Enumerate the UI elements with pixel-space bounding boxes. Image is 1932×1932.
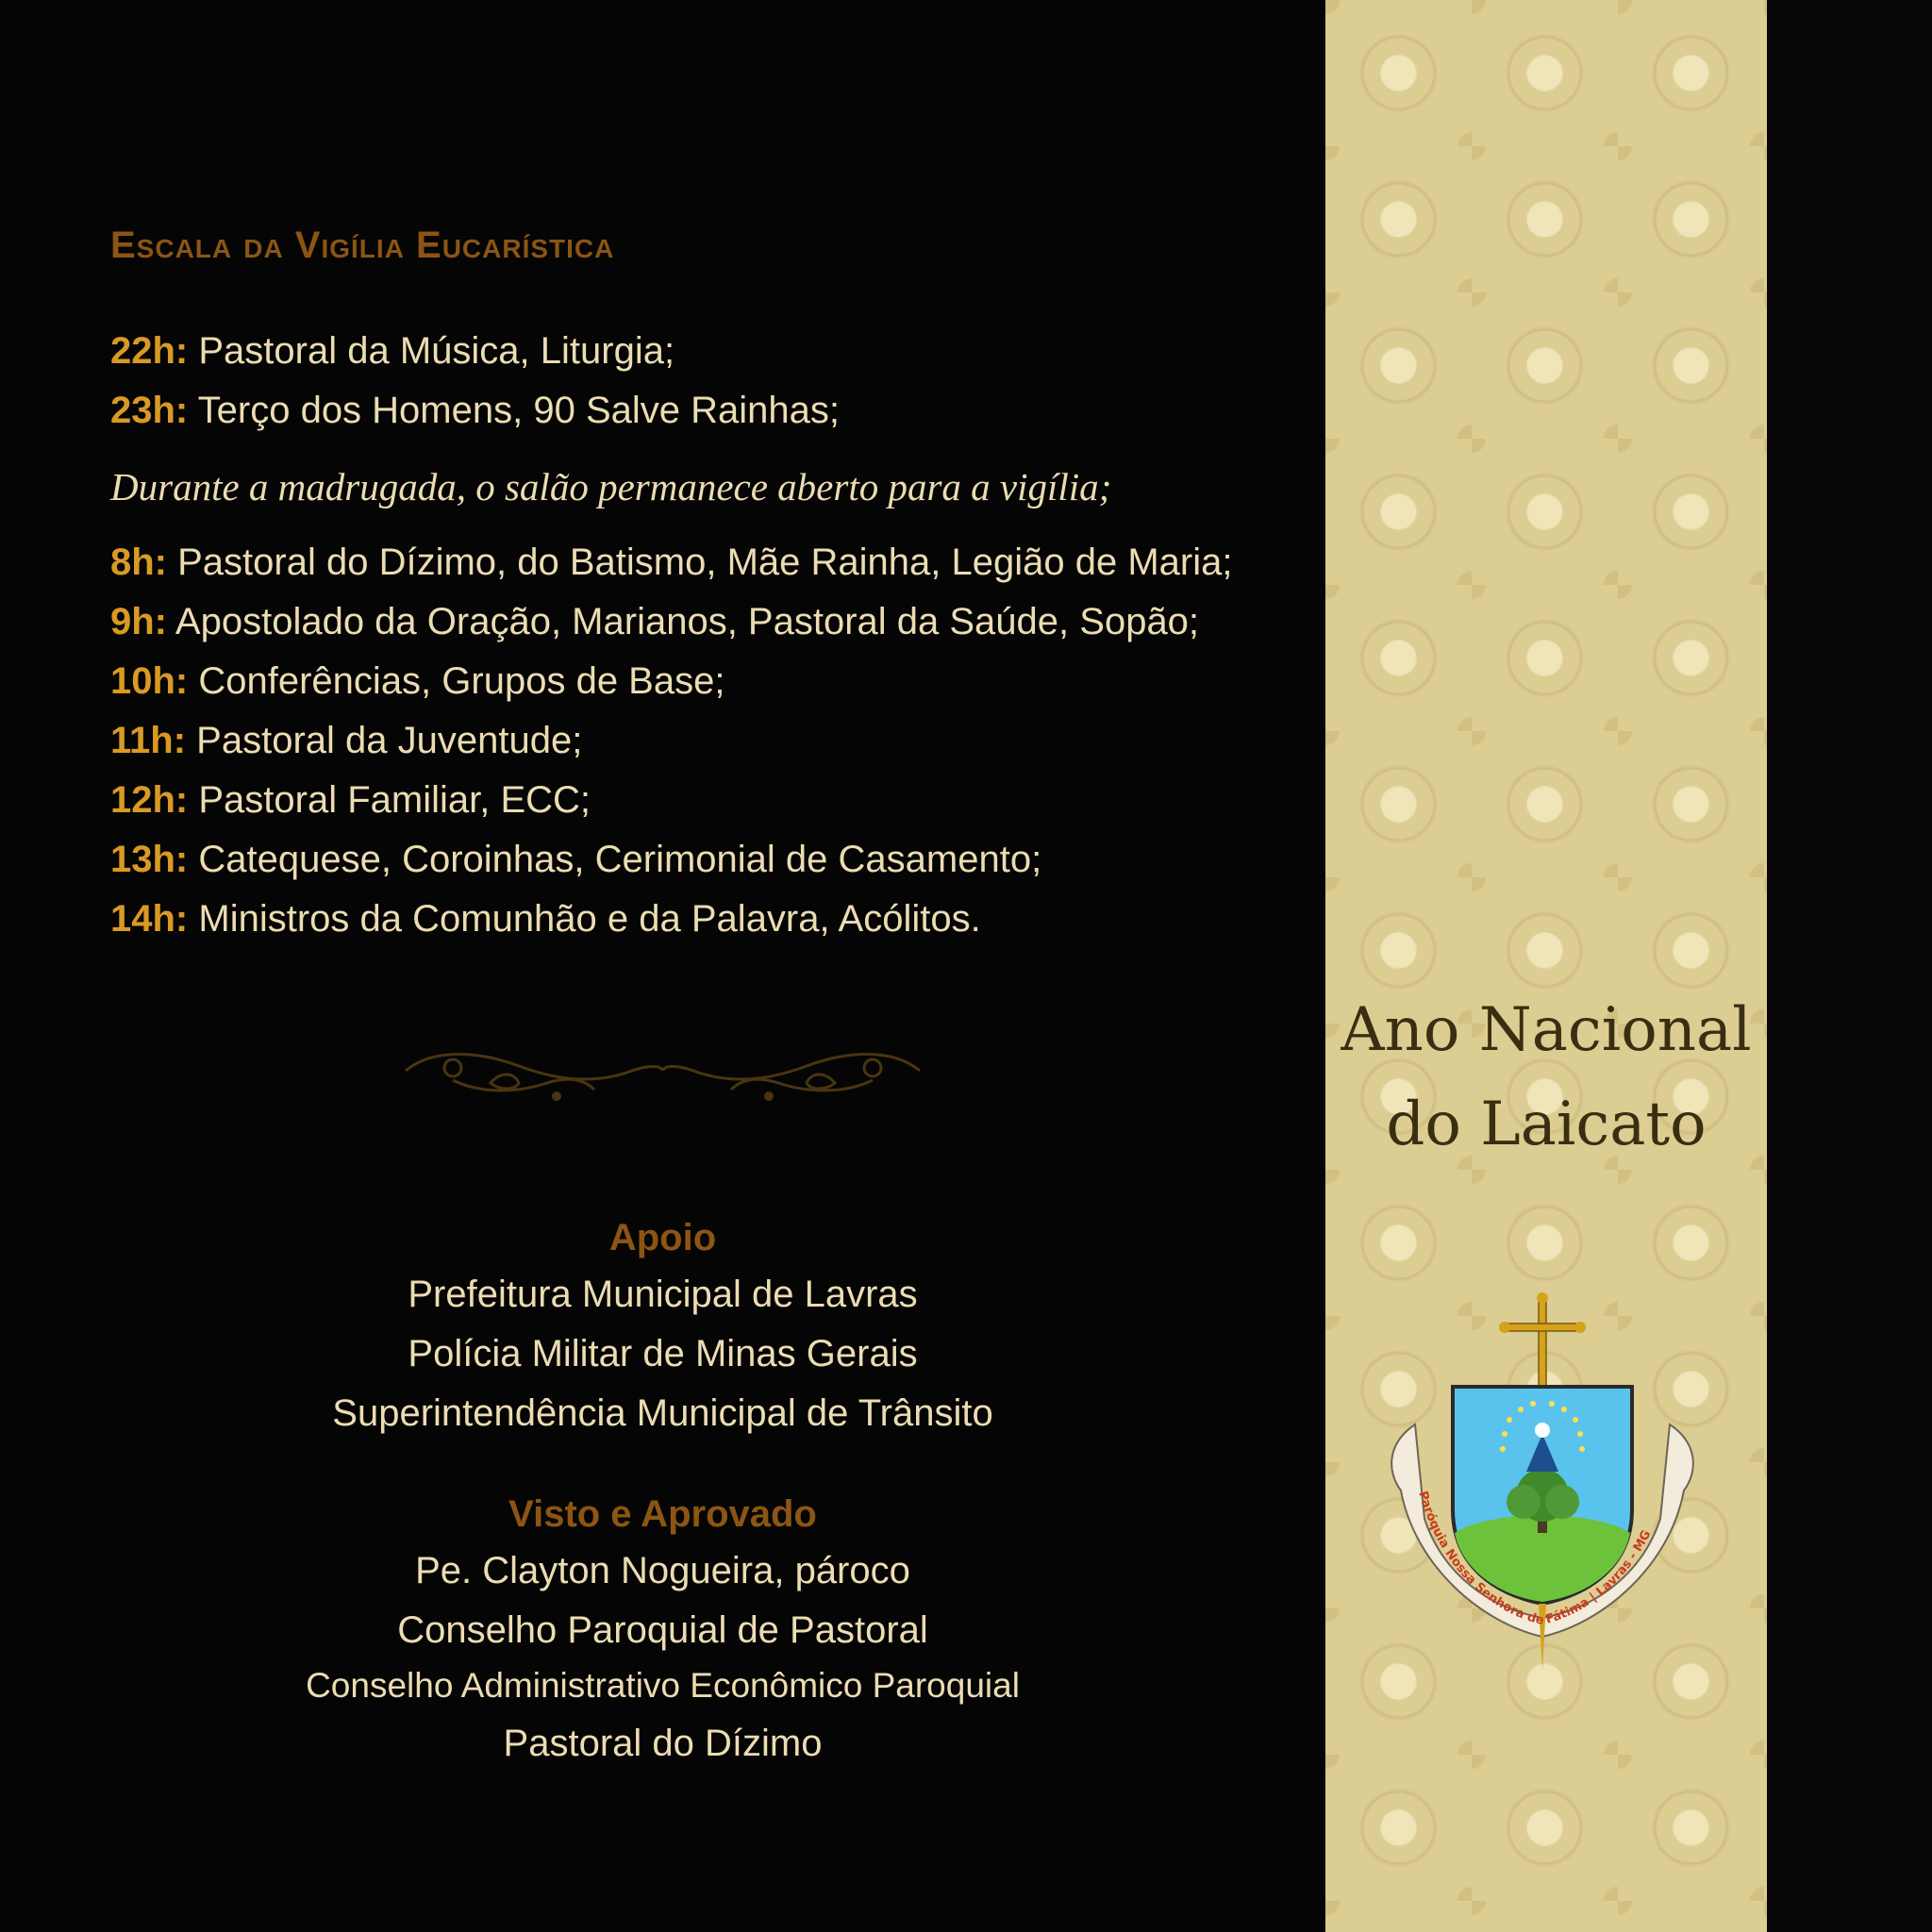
crest-ribbon-text: Paróquia Nossa Senhora de Fátima | Lavras - MG xyxy=(1415,1489,1655,1629)
schedule-text: Terço dos Homens, 90 Salve Rainhas; xyxy=(197,390,840,431)
support-heading: Apoio xyxy=(608,1217,717,1258)
parish-crest-icon xyxy=(1377,1292,1707,1689)
schedule-row xyxy=(110,391,840,429)
vigil-note: Durante a madrugada, o salão permanece aberto para a vigília; xyxy=(110,465,1112,508)
schedule-time: 11h: xyxy=(110,720,187,761)
schedule-time: 12h: xyxy=(110,779,189,821)
schedule-row xyxy=(110,603,1199,641)
panel-title-line: do Laicato xyxy=(1386,1090,1707,1159)
schedule-time: 14h: xyxy=(110,898,189,940)
schedule-text: Apostolado da Oração, Marianos, Pastoral da Saúde, Sopão; xyxy=(175,601,1200,642)
panel-title-line: Ano Nacional xyxy=(1341,995,1752,1065)
approval-section xyxy=(0,1493,1325,1782)
schedule-row xyxy=(110,841,1041,878)
schedule-row xyxy=(110,781,591,819)
schedule-text: Pastoral Familiar, ECC; xyxy=(198,779,591,821)
schedule-text: Pastoral da Juventude; xyxy=(196,720,583,761)
support-section xyxy=(0,1217,1325,1452)
schedule-text: Ministros da Comunhão e da Palavra, Acólitos. xyxy=(198,898,981,940)
support-line: Superintendência Municipal de Trânsito xyxy=(332,1392,993,1434)
schedule-time: 10h: xyxy=(110,660,189,702)
schedule-time: 8h: xyxy=(110,541,167,583)
approval-line: Conselho Administrativo Econômico Paroquial xyxy=(306,1666,1020,1705)
schedule-row xyxy=(110,543,1232,581)
schedule-text: Pastoral da Música, Liturgia; xyxy=(198,330,675,372)
schedule-time: 13h: xyxy=(110,839,189,880)
approval-line: Pe. Clayton Nogueira, pároco xyxy=(415,1550,910,1591)
schedule-row xyxy=(110,900,981,938)
schedule-text: Conferências, Grupos de Base; xyxy=(198,660,725,702)
approval-heading: Visto e Aprovado xyxy=(508,1493,817,1535)
schedule-time: 23h: xyxy=(110,390,189,431)
page-title: Escala da Vigília Eucarística xyxy=(110,225,615,266)
schedule-text: Catequese, Coroinhas, Cerimonial de Casamento; xyxy=(198,839,1042,880)
schedule-row xyxy=(110,332,675,370)
right-border xyxy=(1767,0,1932,1932)
support-line: Polícia Militar de Minas Gerais xyxy=(408,1333,918,1374)
support-line: Prefeitura Municipal de Lavras xyxy=(408,1274,918,1315)
schedule-row xyxy=(110,722,582,759)
schedule-time: 9h: xyxy=(110,601,167,642)
approval-line: Conselho Paroquial de Pastoral xyxy=(397,1609,928,1651)
schedule-time: 22h: xyxy=(110,330,189,372)
scroll-ornament-icon xyxy=(396,1038,929,1104)
schedule-text: Pastoral do Dízimo, do Batismo, Mãe Rainha, Legião de Maria; xyxy=(177,541,1233,583)
schedule-row xyxy=(110,662,724,700)
approval-line: Pastoral do Dízimo xyxy=(503,1723,823,1764)
